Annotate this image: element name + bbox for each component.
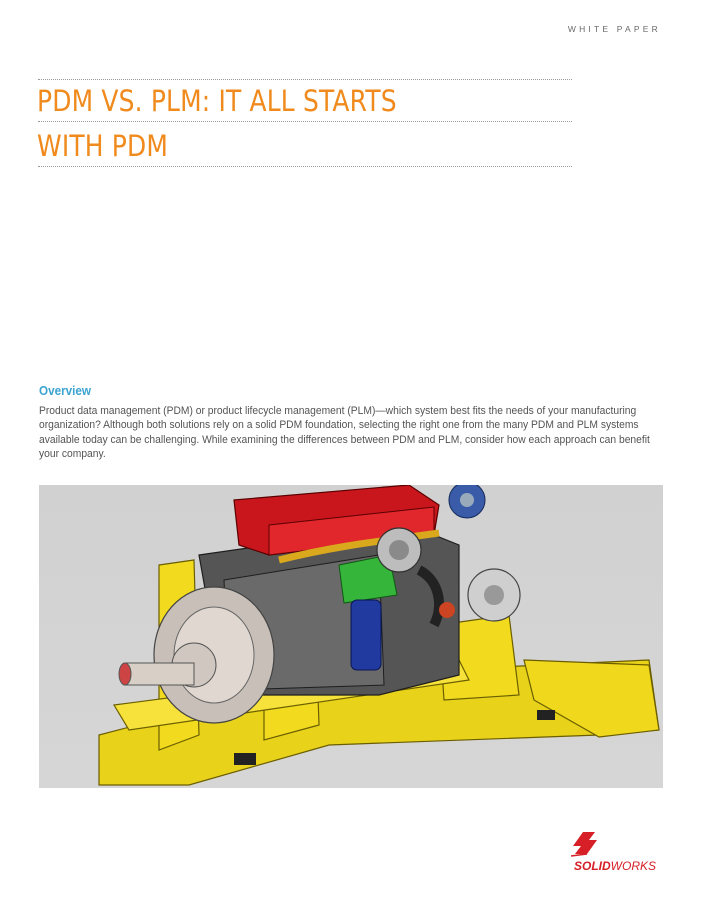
title-line-1: PDM VS. PLM: IT ALL STARTS (37, 84, 397, 118)
engine-assembly-illustration (39, 485, 663, 788)
title-rule-top (38, 79, 572, 80)
logo-bold-part: SOLID (574, 859, 611, 873)
doc-type-label: WHITE PAPER (567, 24, 661, 34)
logo-light-part: WORKS (610, 859, 657, 873)
overview-body: Product data management (PDM) or product lifecycle management (PLM)—which system best fits the needs of your manufacturing organization? Although both solutions rely on a solid PDM foundation, selecting the right one from the many PDM and PLM systems available today can be challenging. While examining the differences between PDM and PLM, consider how each approach can benefit your company. (39, 405, 650, 460)
title-rule-bottom (38, 166, 572, 167)
title-rule-middle (38, 121, 572, 122)
title-line-2: WITH PDM (37, 129, 169, 163)
overview-heading: Overview (39, 383, 92, 398)
solidworks-logo-text (574, 859, 656, 873)
engine-figure (39, 485, 663, 788)
